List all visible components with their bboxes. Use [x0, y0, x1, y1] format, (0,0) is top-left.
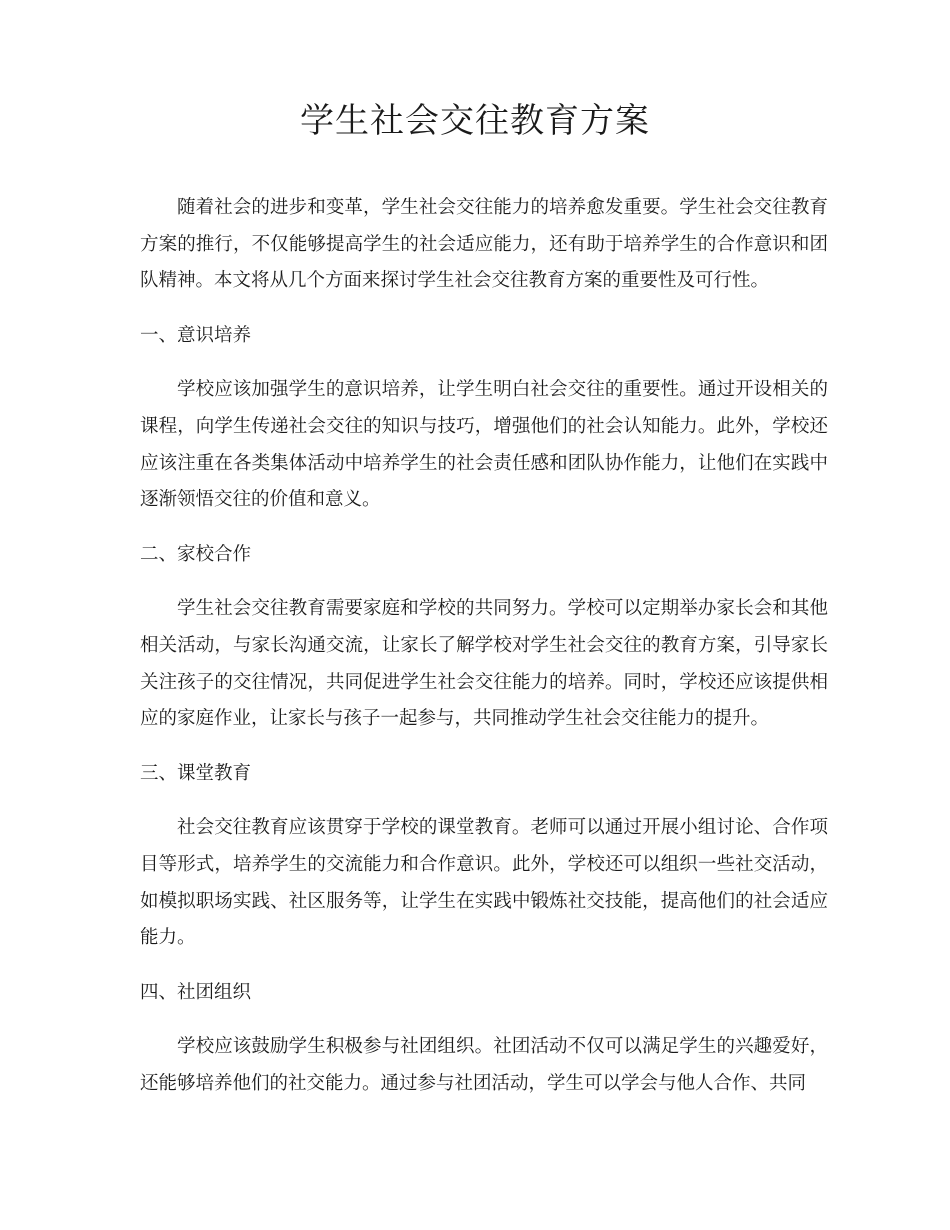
section-heading-classroom: 三、课堂教育 — [140, 762, 252, 784]
document-title: 学生社会交往教育方案 — [300, 101, 650, 141]
document-body — [140, 190, 828, 1102]
section-heading-awareness: 一、意识培养 — [140, 324, 252, 346]
intro-paragraph: 随着社会的进步和变革，学生社会交往能力的培养愈发重要。学生社会交往教育方案的推行，不仅能够提高学生的社会适应能力，还有助于培养学生的合作意识和团队精神。本文将从几个方面来探讨学生社会交往教育方案的重要性及可行性。 — [140, 197, 828, 292]
section-body-classroom: 社会交往教育应该贯穿于学校的课堂教育。老师可以通过开展小组讨论、合作项目等形式，培养学生的交流能力和合作意识。此外，学校还可以组织一些社交活动，如模拟职场实践、社区服务等，让学生在实践中锻炼社交技能，提高他们的社会适应能力。 — [140, 817, 828, 949]
section-body-clubs: 学校应该鼓励学生积极参与社团组织。社团活动不仅可以满足学生的兴趣爱好，还能够培养他们的社交能力。通过参与社团活动，学生可以学会与他人合作、共同 — [140, 1036, 828, 1094]
section-body-awareness: 学校应该加强学生的意识培养，让学生明白社会交往的重要性。通过开设相关的课程，向学生传递社会交往的知识与技巧，增强他们的社会认知能力。此外，学校还应该注重在各类集体活动中培养学生的社会责任感和团队协作能力，让他们在实践中逐渐领悟交往的价值和意义。 — [140, 379, 828, 511]
section-heading-clubs: 四、社团组织 — [140, 981, 252, 1003]
section-heading-home-school: 二、家校合作 — [140, 543, 252, 565]
section-body-home-school: 学生社会交往教育需要家庭和学校的共同努力。学校可以定期举办家长会和其他相关活动，与家长沟通交流，让家长了解学校对学生社会交往的教育方案，引导家长关注孩子的交往情况，共同促进学生社会交往能力的培养。同时，学校还应该提供相应的家庭作业，让家长与孩子一起参与，共同推动学生社会交往能力的提升。 — [140, 598, 828, 730]
